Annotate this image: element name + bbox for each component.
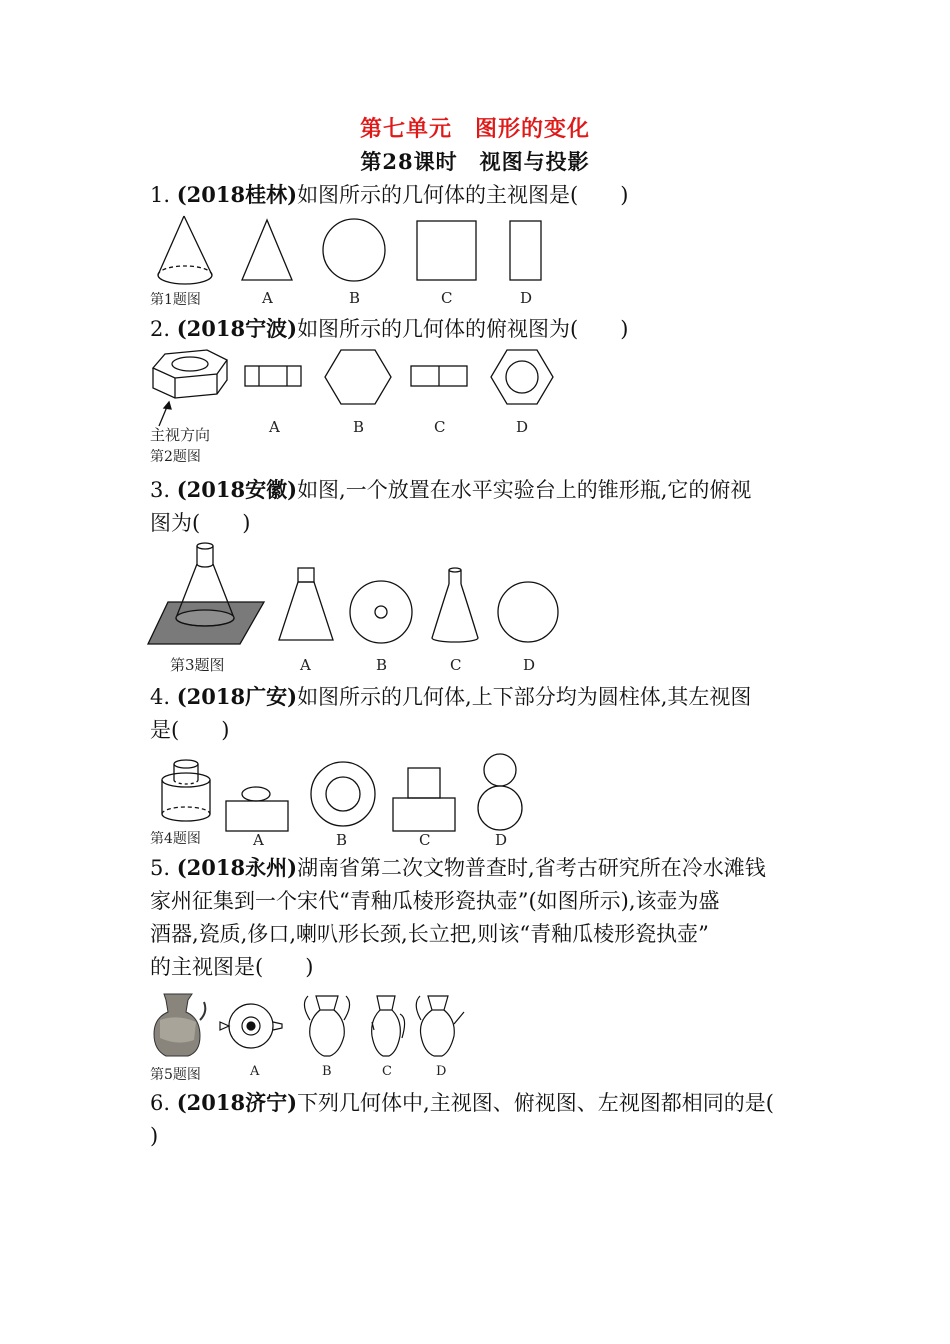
option-label: D: [520, 289, 533, 307]
q3-figures: [148, 542, 568, 647]
question-source: (2018永州): [176, 855, 298, 880]
q4-figures: [150, 748, 540, 828]
lesson-title: 第28课时 视图与投影: [360, 149, 590, 174]
option-label: B: [322, 1064, 332, 1079]
option-label: C: [419, 831, 431, 849]
ewer-photo: [154, 994, 205, 1056]
option-label: D: [516, 418, 529, 436]
unit-title: 第七单元 图形的变化: [359, 116, 590, 142]
question-source: (2018广安): [176, 684, 298, 709]
option-label: A: [250, 1064, 260, 1079]
option-label: B: [336, 831, 348, 849]
option-label: B: [353, 418, 365, 436]
option-label: B: [376, 656, 388, 674]
figure-caption: 第2题图: [150, 449, 201, 465]
question-source: (2018济宁): [176, 1090, 298, 1115]
question-5: 5. (2018永州)湖南省第二次文物普查时,省考古研究所在冷水滩钱 家州征集到一个宋代“青釉瓜棱形瓷执壶”(如图所示),该壶为盛 酒器,瓷质,侈口,喇叭形长颈,长立把,则该“青釉瓜棱形瓷执壶” 的主视图是( ): [150, 855, 766, 979]
question-source: (2018桂林): [176, 182, 298, 207]
q1-figures: [150, 212, 550, 287]
question-2: 2. (2018宁波)如图所示的几何体的俯视图为( ): [150, 316, 629, 341]
option-label: A: [300, 656, 311, 674]
figure-caption: 第4题图: [150, 831, 201, 847]
option-label: C: [441, 289, 453, 307]
question-4: 4. (2018广安)如图所示的几何体,上下部分均为圆柱体,其左视图 是( ): [150, 684, 752, 742]
figure-caption: 第1题图: [150, 292, 201, 308]
question-1: 1. (2018桂林)如图所示的几何体的主视图是( ): [150, 182, 629, 207]
q2-figures: [145, 346, 565, 426]
option-label: A: [253, 831, 264, 849]
figure-caption: 第3题图: [170, 656, 225, 674]
q5-figures: [148, 990, 478, 1062]
option-label: C: [450, 656, 462, 674]
question-source: (2018安徽): [176, 477, 298, 502]
option-label: A: [262, 289, 273, 307]
question-source: (2018宁波): [176, 316, 298, 341]
figure-caption: 第5题图: [150, 1067, 201, 1083]
option-label: C: [434, 418, 446, 436]
direction-label: 主视方向: [150, 426, 211, 444]
option-label: D: [495, 831, 508, 849]
question-6: 6. (2018济宁)下列几何体中,主视图、俯视图、左视图都相同的是( ): [150, 1090, 774, 1148]
option-label: D: [436, 1064, 447, 1079]
option-label: C: [382, 1064, 392, 1079]
option-label: A: [269, 418, 280, 436]
option-label: B: [349, 289, 361, 307]
question-3: 3. (2018安徽)如图,一个放置在水平实验台上的锥形瓶,它的俯视 图为( ): [150, 477, 752, 535]
option-label: D: [523, 656, 536, 674]
